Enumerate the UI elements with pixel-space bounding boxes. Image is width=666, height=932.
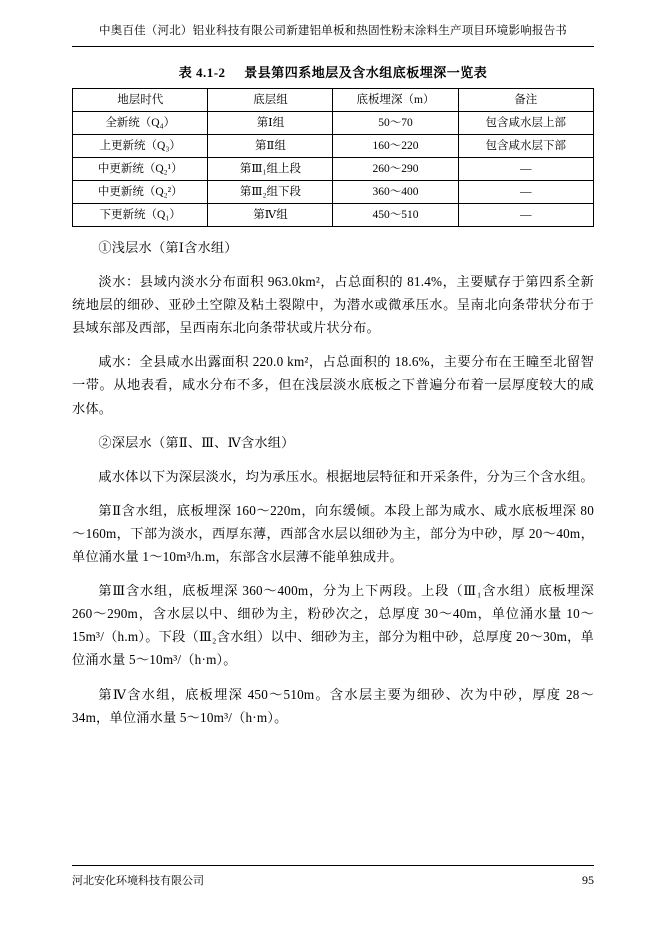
paragraph-shallow-water-heading: ①浅层水（第Ⅰ含水组） xyxy=(98,240,238,255)
cell-era: 下更新统（Q₁） xyxy=(73,204,208,227)
header-divider xyxy=(72,46,594,47)
table-caption-number: 表 4.1-2 xyxy=(178,65,226,80)
cell-group: 第Ⅲ₁组上段 xyxy=(208,158,333,181)
cell-remark: — xyxy=(458,181,593,204)
table-row xyxy=(73,112,594,135)
cell-depth: 360～400 xyxy=(333,181,458,204)
paragraph-aquifer-3: 第Ⅲ含水组，底板埋深 360～400m，分为上下两段。上段（Ⅲ₁含水组）底板埋深 260～290m，含水层以中、细砂为主，粉砂次之，总厚度 30～40m，单位涌水量 10～15m³/（h.m）。下段（Ⅲ₂含水组）以中、细砂为主，部分为粗中砂，总厚度 20～30m，单位涌水量 5～10m³/（h·m）。 xyxy=(72,583,594,668)
table-row xyxy=(73,204,594,227)
table-caption-text: 景县第四系地层及含水组底板埋深一览表 xyxy=(244,65,488,80)
footer-company: 河北安化环境科技有限公司 xyxy=(72,875,204,887)
cell-group: 第Ⅰ组 xyxy=(208,112,333,135)
paragraph-deep-water-heading: ②深层水（第Ⅱ、Ⅲ、Ⅳ含水组） xyxy=(98,434,295,450)
column-header-group: 底层组 xyxy=(208,89,333,112)
cell-group: 第Ⅲ₂组下段 xyxy=(208,181,333,204)
column-header-depth: 底板埋深（m） xyxy=(333,89,458,112)
page-header: 中奥百佳（河北）铝业科技有限公司新建铝单板和热固性粉末涂料生产项目环境影响报告书 xyxy=(99,25,567,37)
paragraph-aquifer-2: 第Ⅱ含水组，底板埋深 160～220m，向东缓倾。本段上部为咸水、咸水底板埋深 80～160m，下部为淡水，西厚东薄，西部含水层以细砂为主，部分为中砂，厚 20～40m，单位涌水量 1～10m³/h.m，东部含水层薄不能单独成井。 xyxy=(72,502,594,565)
cell-era: 上更新统（Q₃） xyxy=(73,135,208,158)
paragraph-aquifer-4: 第Ⅳ含水组，底板埋深 450～510m。含水层主要为细砂、次为中砂，厚度 28～34m，单位涌水量 5～10m³/（h·m）。 xyxy=(72,686,594,725)
footer-divider xyxy=(72,865,594,866)
cell-depth: 260～290 xyxy=(333,158,458,181)
cell-group: 第Ⅳ组 xyxy=(208,204,333,227)
paragraph-deep-water-intro: 咸水体以下为深层淡水，均为承压水。根据地层特征和开采条件，分为三个含水组。 xyxy=(98,468,594,484)
cell-depth: 50～70 xyxy=(333,112,458,135)
page-number: 95 xyxy=(582,873,594,887)
paragraph-fresh-water: 淡水：县域内淡水分布面积 963.0km²，占总面积的 81.4%，主要赋存于第四系全新统地层的细砂、亚砂土空隙及粘土裂隙中，为潜水或微承压水。呈南北向条带状分布于县域东部及西部，呈西南东北向条带状或片状分布。 xyxy=(72,274,594,336)
cell-era: 全新统（Q₄） xyxy=(73,112,208,135)
paragraph-saline-water: 咸水：全县咸水出露面积 220.0 km²，占总面积的 18.6%，主要分布在王瞳至北留智一带。从地表看，咸水分布不多，但在浅层淡水底板之下普遍分布着一层厚度较大的咸水体。 xyxy=(72,354,594,416)
cell-remark: 包含咸水层上部 xyxy=(458,112,593,135)
table-row xyxy=(73,135,594,158)
cell-group: 第Ⅱ组 xyxy=(208,135,333,158)
table-header-row xyxy=(73,89,594,112)
cell-remark: — xyxy=(458,204,593,227)
cell-remark: — xyxy=(458,158,593,181)
table-caption xyxy=(72,62,594,81)
cell-depth: 160～220 xyxy=(333,135,458,158)
cell-depth: 450～510 xyxy=(333,204,458,227)
cell-era: 中更新统（Q₂²） xyxy=(73,181,208,204)
column-header-era: 地层时代 xyxy=(73,89,208,112)
table-row xyxy=(73,181,594,204)
table-row xyxy=(73,158,594,181)
column-header-remark: 备注 xyxy=(458,89,593,112)
page-content xyxy=(72,62,594,729)
cell-remark: 包含咸水层下部 xyxy=(458,135,593,158)
page-footer xyxy=(72,872,594,888)
strata-table xyxy=(72,88,594,227)
cell-era: 中更新统（Q₂¹） xyxy=(73,158,208,181)
